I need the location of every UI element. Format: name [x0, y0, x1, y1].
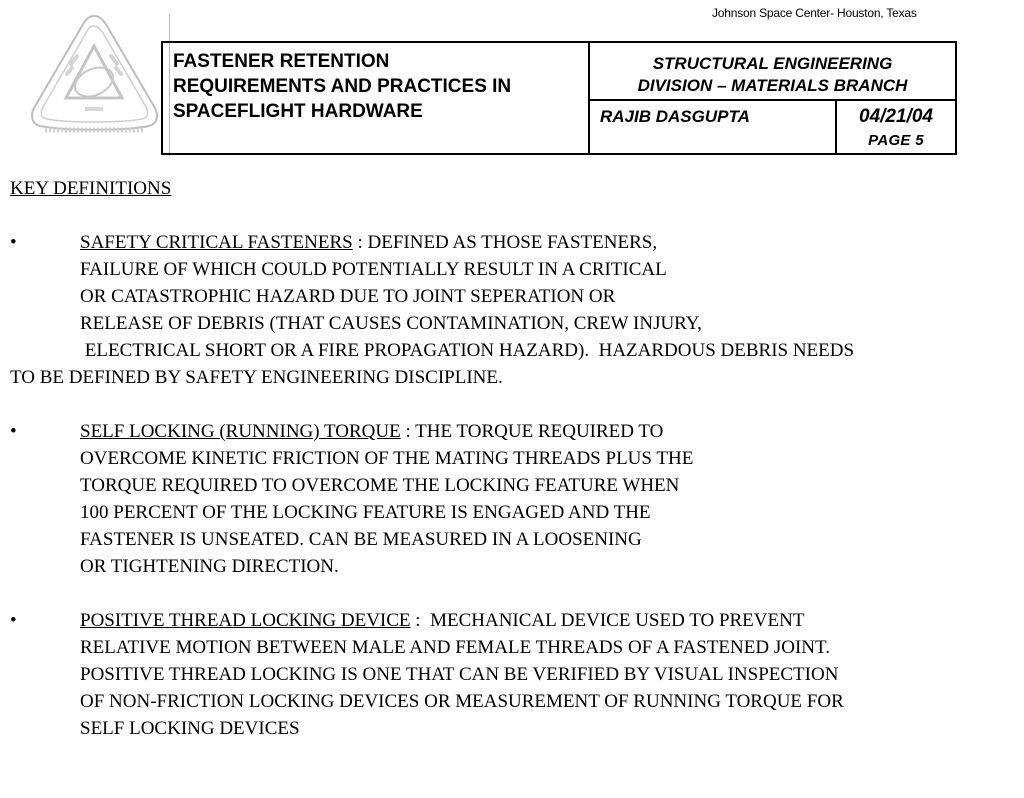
bullet: •	[10, 232, 17, 253]
header-location: Johnson Space Center- Houston, Texas	[712, 6, 917, 20]
section-heading: KEY DEFINITIONS	[10, 178, 172, 199]
definition-text: : DEFINED AS THOSE FASTENERS,	[352, 232, 658, 253]
date-page-cell	[837, 101, 955, 153]
division-line: STRUCTURAL ENGINEERING	[652, 54, 893, 73]
title-line: REQUIREMENTS AND PRACTICES IN	[173, 76, 512, 97]
title-line: FASTENER RETENTION	[173, 51, 390, 72]
document-date: 04/21/04	[859, 106, 933, 127]
division-line: DIVISION – MATERIALS BRANCH	[637, 76, 908, 95]
definition-line: FAILURE OF WHICH COULD POTENTIALLY RESULT IN A CRITICAL	[80, 259, 667, 280]
definition-line: POSITIVE THREAD LOCKING IS ONE THAT CAN BE VERIFIED BY VISUAL INSPECTION	[80, 664, 839, 685]
definition-term: SAFETY CRITICAL FASTENERS	[80, 232, 353, 253]
bullet: •	[10, 421, 17, 442]
definition-line: RELATIVE MOTION BETWEEN MALE AND FEMALE THREADS OF A FASTENED JOINT.	[80, 637, 830, 658]
definition-line: SELF LOCKING DEVICES	[80, 718, 300, 739]
definition-line: 100 PERCENT OF THE LOCKING FEATURE IS ENGAGED AND THE	[80, 502, 651, 523]
definition-line: OR CATASTROPHIC HAZARD DUE TO JOINT SEPERATION OR	[80, 286, 616, 307]
definition-line: TO BE DEFINED BY SAFETY ENGINEERING DISCIPLINE.	[10, 367, 503, 388]
definition-line: OVERCOME KINETIC FRICTION OF THE MATING THREADS PLUS THE	[80, 448, 694, 469]
definition-text: : THE TORQUE REQUIRED TO	[400, 421, 664, 442]
definition-positive-thread-locking-device	[10, 607, 1020, 742]
definition-line: OF NON-FRICTION LOCKING DEVICES OR MEASUREMENT OF RUNNING TORQUE FOR	[80, 691, 844, 712]
definition-term: SELF LOCKING (RUNNING) TORQUE	[80, 421, 401, 442]
definition-line: OR TIGHTENING DIRECTION.	[80, 556, 339, 577]
engineering-directorate-seal-icon	[27, 12, 162, 142]
bullet: •	[10, 610, 17, 631]
definition-line: ELECTRICAL SHORT OR A FIRE PROPAGATION HAZARD). HAZARDOUS DEBRIS NEEDS	[80, 340, 855, 361]
page-number: PAGE 5	[868, 132, 924, 149]
document-body	[10, 175, 1020, 742]
definition-line: FASTENER IS UNSEATED. CAN BE MEASURED IN A LOOSENING	[80, 529, 642, 550]
definition-safety-critical-fasteners	[10, 229, 1020, 391]
definition-text: : MECHANICAL DEVICE USED TO PREVENT	[410, 610, 805, 631]
title-line: SPACEFLIGHT HARDWARE	[173, 101, 423, 122]
division-name	[590, 43, 955, 101]
author-name: RAJIB DASGUPTA	[590, 101, 837, 153]
definition-term: POSITIVE THREAD LOCKING DEVICE	[80, 610, 411, 631]
title-block	[161, 41, 957, 155]
document-title	[163, 43, 590, 153]
definition-line: TORQUE REQUIRED TO OVERCOME THE LOCKING FEATURE WHEN	[80, 475, 680, 496]
definition-self-locking-torque	[10, 418, 1020, 580]
definition-line: RELEASE OF DEBRIS (THAT CAUSES CONTAMINATION, CREW INJURY,	[80, 313, 702, 334]
